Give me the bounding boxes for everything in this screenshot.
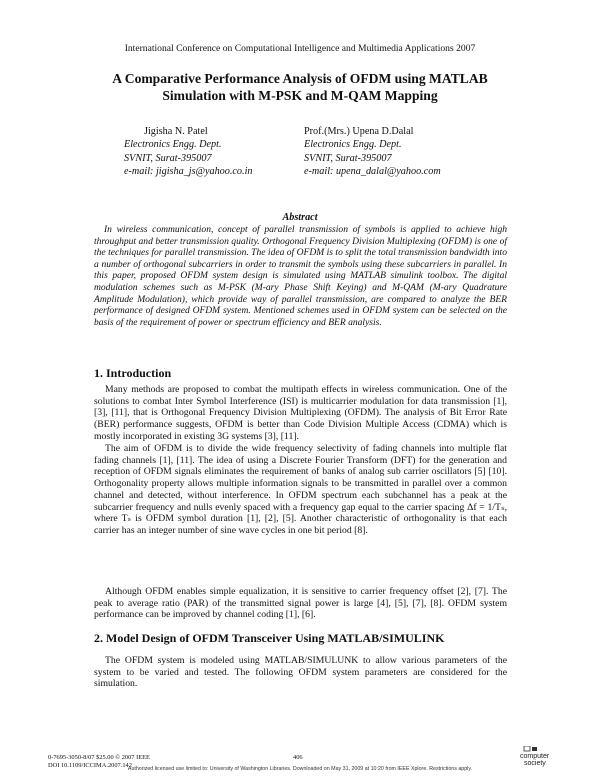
conference-header: International Conference on Computational Intelligence and Multimedia Applications 2007 bbox=[124, 43, 476, 54]
section-1-paragraph-3: Although OFDM enables simple equalization, it is sensitive to carrier frequency offset [2], [7]. The peak to average ratio (PAR) of the transmitted signal power is large [4], [5], [7], [8]. OFDM system performance can be improved by channel coding [1], [6]. bbox=[94, 586, 507, 621]
authorized-use-notice: Authorized licensed use limited to: University of Washington Libraries. Downloaded on May 31, 2009 at 10:20 from IEEE Xplore. Restrictions apply. bbox=[127, 766, 473, 772]
author-name: Jigisha N. Patel bbox=[144, 126, 208, 137]
footer-doi: DOI 10.1109/ICCIMA.2007.142 bbox=[48, 762, 132, 770]
section-2-heading: 2. Model Design of OFDM Transceiver Using MATLAB/SIMULINK bbox=[94, 631, 445, 645]
author-place: SVNIT, Surat-395007 bbox=[124, 152, 212, 164]
author-dept: Electronics Engg. Dept. bbox=[124, 139, 222, 151]
author-dept: Electronics Engg. Dept. bbox=[304, 139, 402, 151]
title-line-2: Simulation with M-PSK and M-QAM Mapping bbox=[162, 88, 438, 103]
author-name: Prof.(Mrs.) Upena D.Dalal bbox=[304, 126, 414, 137]
abstract-text: In wireless communication, concept of parallel transmission of symbols is applied to achieve high throughput and better transmission quality. Orthogonal Frequency Division Multiplexing (OFDM) is one of the techniques for parallel transmission. The idea of OFDM is to split the total transmission bandwidth into a number of orthogonal subcarriers in order to transmit the symbols using these subcarriers in parallel. In this paper, proposed OFDM system design is simulated using MATLAB simulink toolbox. The digital modulation schemes such as M-PSK (M-ary Phase Shift Keying) and M-QAM (M-ary Quadrature Amplitude Modulation), which provide way of parallel transmission, are compared to analyze the BER performance of designed OFDM system. Mentioned schemes used in OFDM system can be selected on the basis of the requirement of power or spectrum efficiency and BER analysis. bbox=[94, 224, 507, 328]
footer-isbn: 0-7695-3050-8/07 $25.00 © 2007 IEEE bbox=[48, 754, 150, 761]
logo-text-computer: computer bbox=[520, 753, 550, 760]
author-block-1 bbox=[124, 125, 253, 178]
page-number: 406 bbox=[293, 754, 303, 761]
section-1-paragraph-1: Many methods are proposed to combat the multipath effects in wireless communication. One of the solutions to combat Inter Symbol Interference (ISI) is multicarrier modulation for data transmission [1], [3], [11], that is Orthogonal Frequency Division Multiplexing (OFDM). The analysis of Bit Error Rate (BER) performance suggests, OFDM is better than Code Division Multiple Access (CDMA) which is mostly incorporated in existing 3G systems [3], [11]. bbox=[94, 384, 507, 442]
author-place: SVNIT, Surat-395007 bbox=[304, 152, 392, 164]
section-2-paragraph-1: The OFDM system is modeled using MATLAB/SIMULUNK to allow various parameters of the system to be varied and tested. The following OFDM system parameters are considered for the simulation. bbox=[94, 655, 507, 690]
paper-title bbox=[60, 70, 540, 104]
logo-text-society: society bbox=[524, 760, 546, 767]
title-line-1: A Comparative Performance Analysis of OFDM using MATLAB bbox=[112, 71, 488, 86]
section-1-paragraph-2: The aim of OFDM is to divide the wide frequency selectivity of fading channels into multiple flat fading channels [1], [11]. The idea of using a Discrete Fourier Transform (DFT) for the generation and reception of OFDM signals eliminates the requirement of banks of analog sub carrier oscillators [5] [10]. Orthogonality property allows multiple information signals to be transmitted in parallel over a common channel and detected, without interference. In OFDM spectrum each subchannel has a peak at the subcarrier frequency and nulls evenly spaced with a frequency gap equal to the carrier spacing Δf = 1/Tₛ, where Tₛ is OFDM symbol duration [1], [2], [5]. Another characteristic of orthogonality is that each carrier has an integer number of sine wave cycles in one bit period [8]. bbox=[94, 443, 507, 536]
section-1-heading: 1. Introduction bbox=[94, 366, 172, 380]
author-email: e-mail: jigisha_js@yahoo.co.in bbox=[124, 165, 253, 177]
abstract-heading: Abstract bbox=[282, 212, 318, 223]
author-email: e-mail: upena_dalal@yahoo.com bbox=[304, 165, 441, 177]
author-block-2 bbox=[304, 125, 441, 178]
